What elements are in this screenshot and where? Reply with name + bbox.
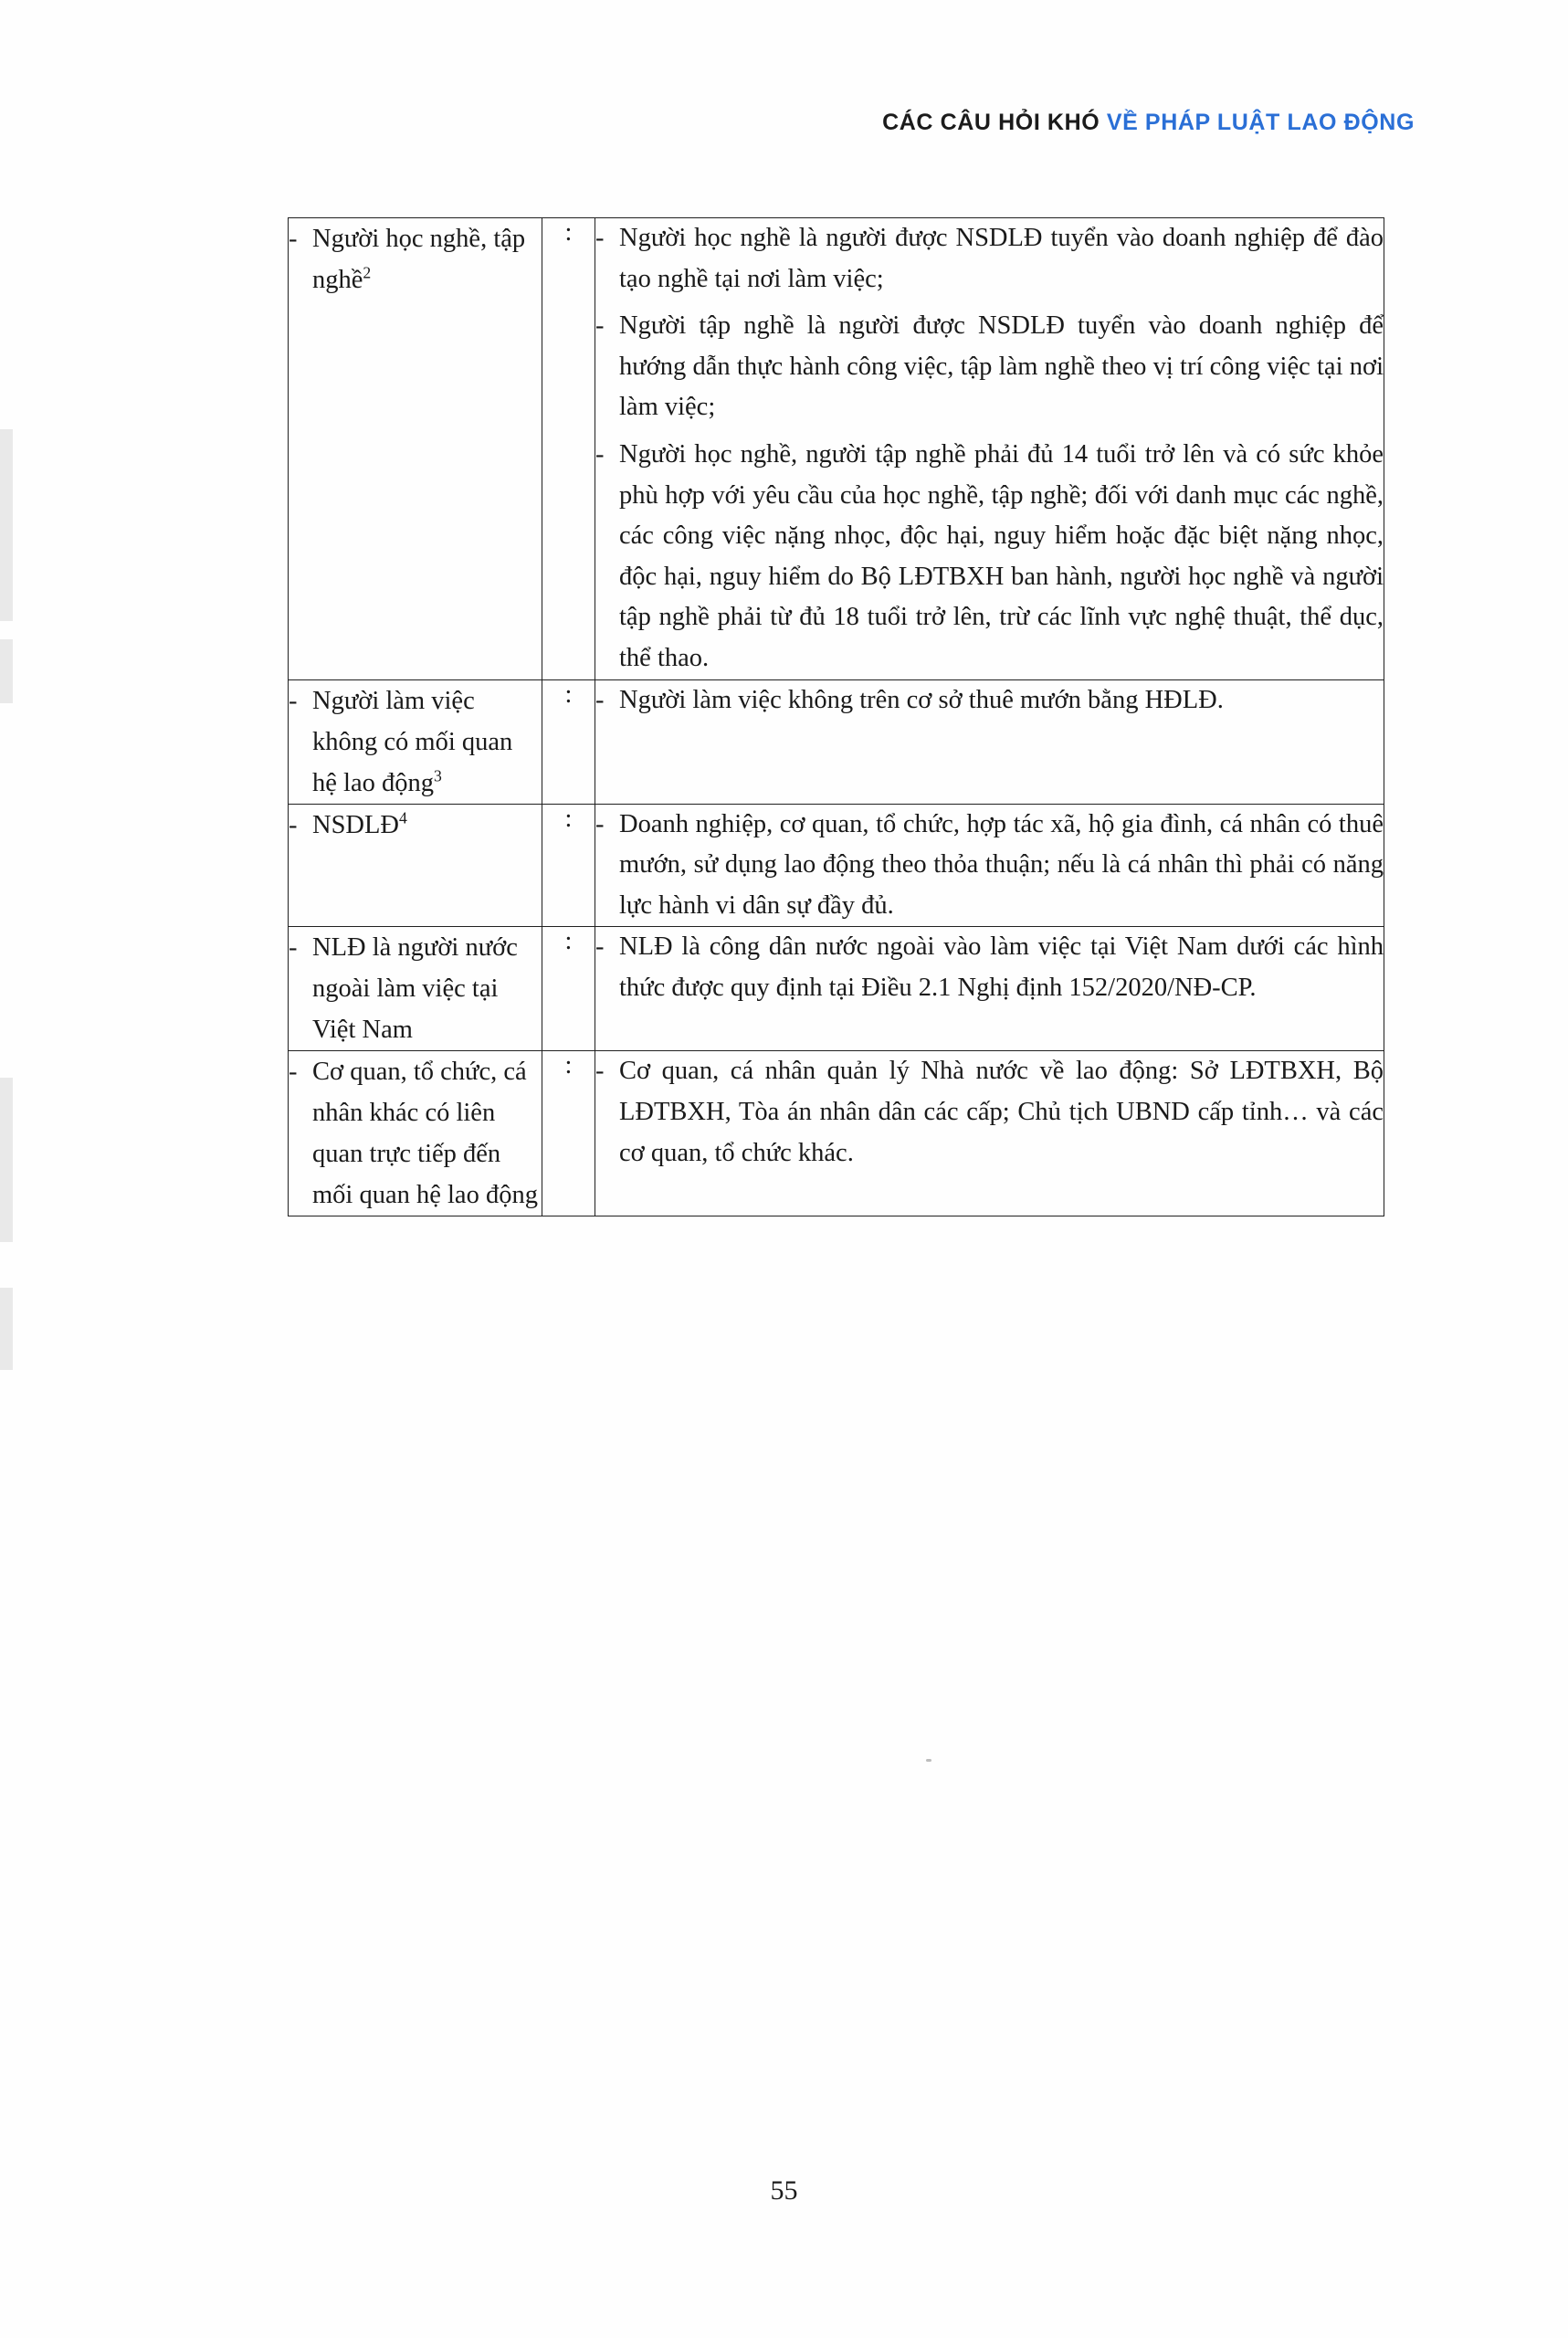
bullet-dash: -: [595, 439, 605, 469]
footnote-marker: 2: [363, 263, 372, 282]
bullet-dash: -: [595, 685, 605, 714]
term-label: Người làm việc không có mối quan hệ lao động$^3$: [312, 686, 513, 797]
definition-cell: [595, 804, 1384, 927]
definition-text: Người làm việc không trên cơ sở thuê mướn bằng HĐLĐ.: [619, 685, 1224, 714]
running-head: [882, 110, 1415, 136]
table-row: [289, 1051, 1384, 1216]
definition-text: Doanh nghiệp, cơ quan, tổ chức, hợp tác xã, hộ gia đình, cá nhân có thuê mướn, sử dụng lao động theo thỏa thuận; nếu là cá nhân thì phải có năng lực hành vi dân sự đầy đủ.: [619, 809, 1384, 920]
definition-text: Người tập nghề là người được NSDLĐ tuyển vào doanh nghiệp để hướng dẫn thực hành công việc, tập làm nghề theo vị trí công việc tại nơi làm việc;: [619, 311, 1384, 422]
definition-cell: [595, 679, 1384, 804]
definitions-table: [288, 217, 1384, 1216]
definition-cell: [595, 1051, 1384, 1216]
scan-edge-artifact: [0, 639, 13, 703]
term-cell: [289, 804, 542, 927]
colon-cell: :: [542, 218, 595, 680]
colon-cell: :: [542, 1051, 595, 1216]
running-head-primary: CÁC CÂU HỎI KHÓ: [882, 110, 1100, 135]
term-label: Cơ quan, tổ chức, cá nhân khác có liên quan trực tiếp đến mối quan hệ lao động: [312, 1058, 538, 1210]
term-cell: [289, 927, 542, 1051]
footnote-marker: 4: [399, 808, 407, 827]
bullet-dash: -: [595, 1057, 605, 1086]
bullet-dash: -: [595, 311, 605, 341]
term-label: NSDLĐ$^4$: [312, 808, 407, 839]
term-label: NLĐ là người nước ngoài làm việc tại Việt Nam: [312, 933, 518, 1045]
colon-cell: :: [542, 679, 595, 804]
table-row: [289, 218, 1384, 680]
page-number: 55: [770, 2175, 798, 2206]
definition-cell: [595, 218, 1384, 680]
term-cell: [289, 679, 542, 804]
running-head-secondary: VỀ PHÁP LUẬT LAO ĐỘNG: [1106, 110, 1415, 135]
term-label: Người học nghề, tập nghề$^2$: [312, 225, 526, 295]
definition-text: Người học nghề, người tập nghề phải đủ 14 tuổi trở lên và có sức khỏe phù hợp với yêu cầu của học nghề, tập nghề; đối với danh mục các nghề, các công việc nặng nhọc, độc hại, nguy hiểm hoặc đặc biệt nặng nhọc, độc hại, nguy hiểm do Bộ LĐTBXH ban hành, người học nghề và người tập nghề phải từ đủ 18 tuổi trở lên, trừ các lĩnh vực nghệ thuật, thể dục, thể thao.: [619, 439, 1384, 672]
bullet-dash: -: [289, 1058, 298, 1087]
footnote-marker: 3: [433, 766, 442, 785]
colon-cell: :: [542, 804, 595, 927]
term-cell: [289, 218, 542, 680]
colon-cell: :: [542, 927, 595, 1051]
definition-cell: [595, 927, 1384, 1051]
table-row: [289, 927, 1384, 1051]
bullet-dash: -: [289, 225, 298, 253]
scan-edge-artifact: [0, 429, 13, 621]
bullet-dash: -: [289, 686, 298, 715]
scan-edge-artifact: [0, 1288, 13, 1370]
term-cell: [289, 1051, 542, 1216]
bullet-dash: -: [595, 932, 605, 962]
table-row: [289, 679, 1384, 804]
bullet-dash: -: [595, 809, 605, 838]
definition-text: Cơ quan, cá nhân quản lý Nhà nước về lao động: Sở LĐTBXH, Bộ LĐTBXH, Tòa án nhân dân các cấp; Chủ tịch UBND cấp tỉnh… và các cơ quan, tổ chức khác.: [619, 1057, 1384, 1167]
bullet-dash: -: [289, 810, 298, 839]
bullet-dash: -: [289, 933, 298, 963]
definition-text: NLĐ là công dân nước ngoài vào làm việc tại Việt Nam dưới các hình thức được quy định tại Điều 2.1 Nghị định 152/2020/NĐ-CP.: [619, 932, 1384, 1002]
table-row: [289, 804, 1384, 927]
scan-edge-artifact: [0, 1078, 13, 1242]
bullet-dash: -: [595, 224, 605, 252]
definition-text: Người học nghề là người được NSDLĐ tuyển vào doanh nghiệp để đào tạo nghề tại nơi làm việc;: [619, 224, 1384, 293]
scan-speck: [926, 1759, 931, 1762]
